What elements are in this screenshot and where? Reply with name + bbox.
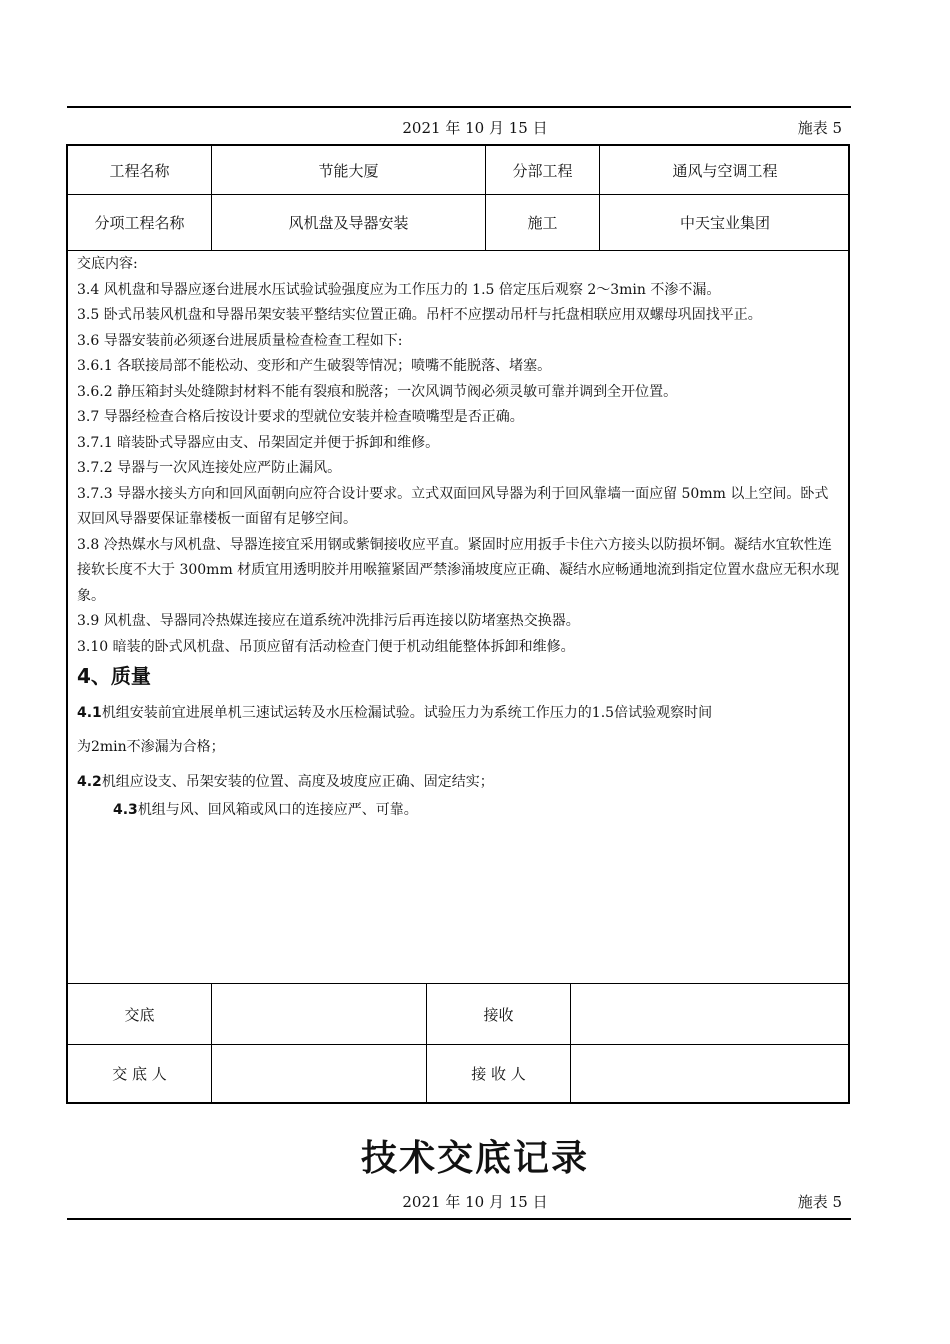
quality-item-number: 4.3	[113, 801, 138, 818]
bottom-rule	[67, 1218, 851, 1220]
content-item: 3.5 卧式吊装风机盘和导器吊架安装平整结实位置正确。吊杆不应摆动吊杆与托盘相联应用双螺母巩固找平正。	[77, 307, 762, 323]
quality-item-text: 机组应设支、吊架安装的位置、高度及坡度应正确、固定结实；	[101, 773, 494, 790]
quality-item-number: 4.1	[77, 704, 102, 721]
quality-item-number: 4.2	[77, 773, 102, 790]
content-item: 3.7.3 导器水接头方向和回风面朝向应符合设计要求。立式双面回风导器为利于回风靠墙一面应留 50mm 以上空间。卧式双回风导器要保证靠楼板一面留有足够空间。	[77, 485, 829, 527]
footer-date: 2021 年 10 月 15 日	[402, 1193, 548, 1211]
receive-label: 接收	[483, 1005, 514, 1024]
quality-item	[77, 796, 842, 824]
content-item: 3.4 风机盘和导器应逐台进展水压试验试验强度应为工作压力的 1.5 倍定压后观察 2～3min 不渗不漏。	[77, 281, 721, 298]
receiver-label: 接 收 人	[471, 1065, 526, 1083]
footer-form-no: 施表 5	[797, 1193, 842, 1211]
content-item: 3.10 暗装的卧式风机盘、吊顶应留有活动检查门便于机动组能整体拆卸和维修。	[77, 638, 575, 655]
header-form-no: 施表 5	[797, 119, 842, 137]
subitem-value: 风机盘及导器安装	[288, 214, 409, 232]
subitem-label: 分项工程名称	[94, 214, 185, 232]
project-name-value: 节能大厦	[318, 161, 379, 180]
handover-label: 交底	[124, 1005, 155, 1024]
content-item: 3.7.2 导器与一次风连接处应严防止漏风。	[77, 460, 342, 476]
row-divider	[68, 250, 848, 251]
handover-content	[77, 252, 842, 824]
col-divider	[570, 983, 571, 1104]
content-item: 3.6.1 各联接局部不能松动、变形和产生破裂等情况；喷嘴不能脱落、堵塞。	[77, 358, 552, 374]
content-item: 3.6 导器安装前必须逐台进展质量检查检查工程如下:	[77, 332, 403, 349]
content-item: 3.9 风机盘、导器同冷热媒连接应在道系统冲洗排污后再连接以防堵塞热交换器。	[77, 613, 580, 629]
top-rule	[67, 106, 851, 108]
quality-item-text: 机组与风、回风箱或风口的连接应严、可靠。	[137, 801, 418, 818]
content-item: 3.8 冷热媒水与风机盘、导器连接宜采用钢或紫铜接收应平直。紧固时应用扳手卡住六方接头以防损坏铜。凝结水宜软性连接软长度不大于 300mm 材质宜用透明胶并用喉箍紧固严禁渗涌坡度应正确、凝结水应畅通地流到指定位置水盘应无积水现象。	[77, 536, 840, 604]
quality-item-continuation: 为2min不渗漏为合格；	[77, 738, 225, 755]
quality-heading: 4、质量	[77, 664, 151, 688]
quality-item-text: 机组安装前宜进展单机三速试运转及水压检漏试验。试验压力为系统工作压力的1.5倍试验观察时间	[101, 704, 713, 721]
handover-table	[66, 144, 850, 1104]
quality-item	[77, 768, 842, 796]
col-divider	[211, 983, 212, 1104]
content-item: 3.7.1 暗装卧式导器应由支、吊架固定并便于拆卸和维修。	[77, 434, 440, 451]
document-title: 技术交底记录	[360, 1138, 589, 1179]
division-label: 分部工程	[512, 161, 573, 180]
content-item: 3.6.2 静压箱封头处缝隙封材料不能有裂痕和脱落；一次风调节阀必须灵敏可靠并调到全开位置。	[77, 383, 678, 400]
content-item: 3.7 导器经检查合格后按设计要求的型就位安装并检查喷嘴型是否正确。	[77, 409, 524, 425]
construction-label: 施工	[527, 214, 558, 232]
content-intro: 交底内容:	[77, 256, 138, 272]
header-date: 2021 年 10 月 15 日	[402, 119, 548, 137]
handover-person-label: 交 底 人	[112, 1065, 167, 1083]
construction-value: 中天宝业集团	[679, 214, 770, 232]
quality-item	[77, 696, 842, 730]
division-value: 通风与空调工程	[672, 161, 778, 180]
project-name-label: 工程名称	[109, 161, 170, 180]
quality-list	[77, 696, 842, 824]
